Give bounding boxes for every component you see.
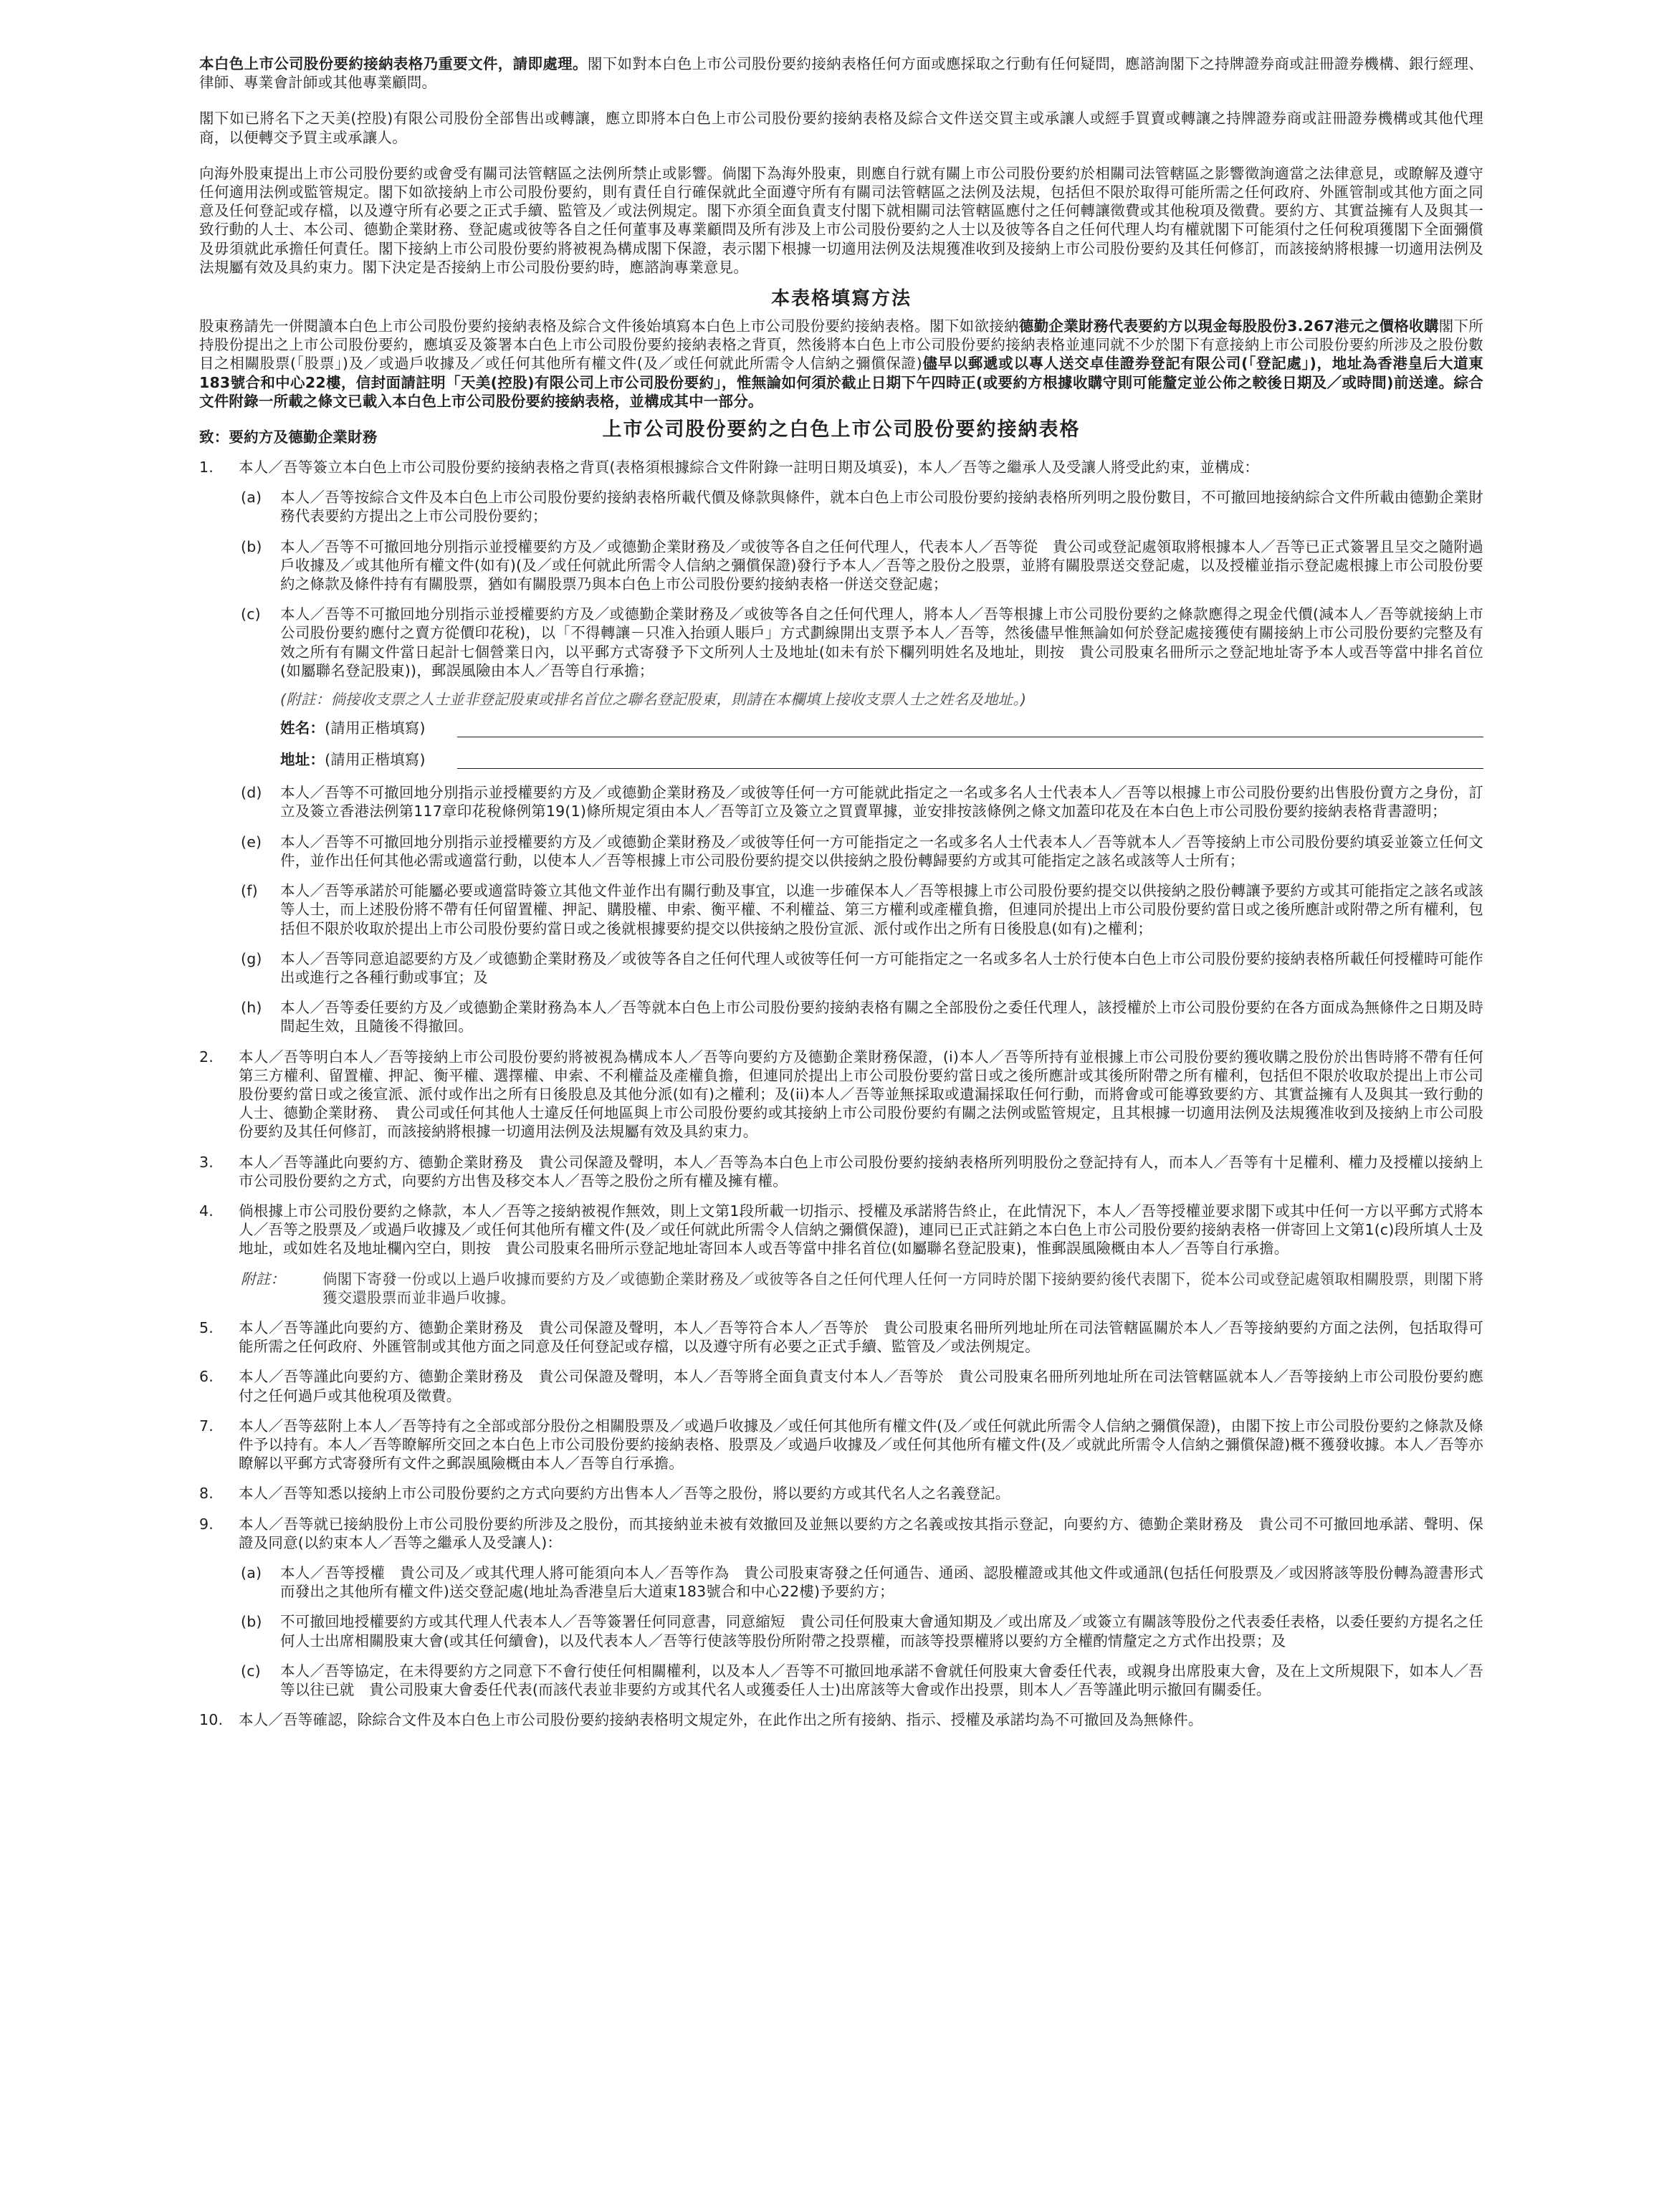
how-to-heading: 本表格填寫方法 (770, 288, 912, 310)
form-title-row (199, 418, 1483, 446)
clause-1f: (f) 本人／吾等承諾於可能屬必要或適當時簽立其他文件並作出有關行動及事宜，以進一步確保本人／吾等根據上市公司股份要約提交以供接納之股份轉讓予要約方或其可能指定之該名或該等人士，而上述股份將不帶有任何留置權、押記、購股權、申索、衡平權、不利權益、第三方權利或產權負擔，但連同於提出上市公司股份要約當日或之後所應計或附帶之所有權利，包括但不限於收取於提出上市公司股份要約當日或之後就根據要約提交以供接納之股份宣派、派付或作出之所有日後股息(如有)之權利； (241, 882, 1483, 937)
clause-7: 7. 本人／吾等茲附上本人／吾等持有之全部或部分股份之相關股票及／或過戶收據及／或任何其他所有權文件(及／或任何就此所需令人信納之彌償保證)，由閣下按上市公司股份要約之條款及條件予以持有。本人／吾等瞭解所交回之本白色上市公司股份要約接納表格、股票及／或過戶收據及／或任何其他所有權文件(及／或就此所需令人信納之彌償保證)概不獲發收據。本人／吾等亦瞭解以平郵方式寄發所有文件之郵誤風險概由本人／吾等自行承擔。 (199, 1417, 1483, 1473)
clause-9a: (a) 本人／吾等授權 貴公司及／或其代理人將可能須向本人／吾等作為 貴公司股東寄發之任何通告、通函、認股權證或其他文件或通訊(包括任何股票及／或因將該等股份轉為證書形式而發出之其他所有權文件)送交登記處(地址為香港皇后大道東183號合和中心22樓)予要約方； (241, 1564, 1483, 1601)
address-field[interactable]: 地址：(請用正楷填寫) (199, 750, 1483, 772)
clause-1d: (d) 本人／吾等不可撤回地分別指示並授權要約方及／或德勤企業財務及／或彼等任何一方可能就此指定之一名或多名人士代表本人／吾等以根據上市公司股份要約出售股份賣方之身份，訂立及簽立香港法例第117章印花稅條例第19(1)條所規定須由本人／吾等訂立及簽立之買賣單據，並安排按該條例之條文加蓋印花及在本白色上市公司股份要約接納表格背書證明； (241, 784, 1483, 820)
clause-4: 4. 倘根據上市公司股份要約之條款，本人／吾等之接納被視作無效，則上文第1段所載一切指示、授權及承諾將告終止，在此情況下，本人／吾等授權並要求閣下或其中任何一方以平郵方式將本人／吾等之股票及／或過戶收據及／或任何其他所有權文件(及／或任何就此所需令人信納之彌償保證)，連同已正式註銷之本白色上市公司股份要約接納表格一併寄回上文第1(c)段所填人士及地址，或如姓名及地址欄內空白，則按 貴公司股東名冊所示登記地址寄回本人或吾等當中排名首位(如屬聯名登記股東)，惟郵誤風險概由本人／吾等自行承擔。 (199, 1202, 1483, 1258)
how-to-paragraph: 股東務請先一併閱讀本白色上市公司股份要約接納表格及綜合文件後始填寫本白色上市公司股份要約接納表格。閣下如欲接納德勤企業財務代表要約方以現金每股股份3.267港元之價格收購閣下所持股份提出之上市公司股份要約，應填妥及簽署本白色上市公司股份要約接納表格之背頁，然後將本白色上市公司股份要約接納表格並連同就不少於閣下有意接納上市公司股份要約所涉及之股份數目之相關股票(「股票」)及／或過戶收據及／或任何其他所有權文件(及／或任何就此所需令人信納之彌償保證)儘早以郵遞或以專人送交卓佳證券登記有限公司(「登記處」)，地址為香港皇后大道東183號合和中心22樓，信封面請註明「天美(控股)有限公司上市公司股份要約」，惟無論如何須於截止日期下午四時正(或要約方根據收購守則可能釐定並公佈之較後日期及／或時間)前送達。綜合文件附錄一所載之條文已載入本白色上市公司股份要約接納表格，並構成其中一部分。 (199, 317, 1483, 410)
clause-2: 2. 本人／吾等明白本人／吾等接納上市公司股份要約將被視為構成本人／吾等向要約方及德勤企業財務保證，(i)本人／吾等所持有並根據上市公司股份要約獲收購之股份於出售時將不帶有任何第三方權利、留置權、押記、衡平權、選擇權、申索、不利權益及產權負擔，但連同於提出上市公司股份要約當日或之後所應計或其後所附帶之所有權利，包括但不限於收取於提出上市公司股份要約當日或之後宣派、派付或作出之所有日後股息及其他分派(如有)之權利；及(ii)本人／吾等並無採取或遺漏採取任何行動，而將會或可能導致要約方、其實益擁有人及與其一致行動的人士、德勤企業財務、 貴公司或任何其他人士違反任何地區與上市公司股份要約或其接納上市公司股份要約有關之法例或監管規定，且其根據一切適用法例及法規獲准收到及接納上市公司股份要約及其任何修訂，而該接納將根據一切適用法例及法規屬有效及具約束力。 (199, 1048, 1483, 1141)
intro-paragraph-1: 本白色上市公司股份要約接納表格乃重要文件，請即處理。閣下如對本白色上市公司股份要約接納表格任何方面或應採取之行動有任何疑問，應諮詢閣下之持牌證券商或註冊證券機構、銀行經理、律師、專業會計師或其他專業顧問。 (199, 55, 1483, 92)
form-addressee: 致：要約方及德勤企業財務 (199, 428, 378, 446)
intro-paragraph-2: 閣下如已將名下之天美(控股)有限公司股份全部售出或轉讓，應立即將本白色上市公司股份要約接納表格及綜合文件送交買主或承讓人或經手買賣或轉讓之持牌證券商或註冊證券機構或其他代理商，以便轉交予買主或承讓人。 (199, 110, 1483, 146)
important-notice: 本白色上市公司股份要約接納表格乃重要文件，請即處理。 (199, 55, 588, 72)
clause-9: 9. 本人／吾等就已接納股份上市公司股份要約所涉及之股份，而其接納並未被有效撤回及並無以要約方之名義或按其指示登記，向要約方、德勤企業財務及 貴公司不可撤回地承諾、聲明、保證及同意(以約束本人／吾等之繼承人及受讓人)： (199, 1515, 1483, 1551)
clause-10: 10. 本人／吾等確認，除綜合文件及本白色上市公司股份要約接納表格明文規定外，在此作出之所有接納、指示、授權及承諾均為不可撤回及為無條件。 (199, 1711, 1203, 1729)
clause-6: 6. 本人／吾等謹此向要約方、德勤企業財務及 貴公司保證及聲明，本人／吾等將全面負責支付本人／吾等於 貴公司股東名冊所列地址所在司法管轄區就本人／吾等接納上市公司股份要約應付之任何過戶或其他稅項及徵費。 (199, 1368, 1483, 1404)
clause-9c: (c) 本人／吾等協定，在未得要約方之同意下不會行使任何相關權利，以及本人／吾等不可撤回地承諾不會就任何股東大會委任代表，或親身出席股東大會，及在上文所規限下，如本人／吾等以往已就 貴公司股東大會委任代表(而該代表並非要約方或其代名人或獲委任人士)出席該等大會或作出投票，則本人／吾等謹此明示撤回有關委任。 (241, 1662, 1483, 1698)
document-page (199, 54, 1483, 1729)
clause-1e: (e) 本人／吾等不可撤回地分別指示並授權要約方及／或德勤企業財務及／或彼等任何一方可能指定之一名或多名人士代表本人／吾等就本人／吾等接納上市公司股份要約填妥並簽立任何文件，並作出任何其他必需或適當行動，以使本人／吾等根據上市公司股份要約提交以供接納之股份轉歸要約方或其可能指定之該名或該等人士所有； (241, 833, 1483, 869)
intro-paragraph-3: 向海外股東提出上市公司股份要約或會受有關司法管轄區之法例所禁止或影響。倘閣下為海外股東，則應自行就有關上市公司股份要約於相關司法管轄區之影響徵詢適當之法律意見，或瞭解及遵守任何適用法例或監管規定。閣下如欲接納上市公司股份要約，則有責任自行確保就此全面遵守所有有關司法管轄區之法例及法規，包括但不限於取得可能所需之任何政府、外匯管制或其他方面之同意及任何登記或存檔，以及遵守所有必要之正式手續、監管及／或法例規定。閣下亦須全面負責支付閣下就相關司法管轄區應付之任何轉讓徵費或其他稅項及徵費。要約方、其實益擁有人及與其一致行動的人士、本公司、德勤企業財務、登記處或彼等各自之任何董事及專業顧問及所有涉及上市公司股份要約之人士以及彼等各自之任何代理人均有權就閣下可能須付之任何稅項獲閣下全面彌償及毋須就此承擔任何責任。閣下接納上市公司股份要約將被視為構成閣下保證，表示閣下根據一切適用法例及法規獲准收到及接納上市公司股份要約及其任何修訂，而該接納將根據一切適用法例及法規屬有效及具約束力。閣下決定是否接納上市公司股份要約時，應諮詢專業意見。 (199, 164, 1483, 276)
clause-1a: (a) 本人／吾等按綜合文件及本白色上市公司股份要約接納表格所載代價及條款與條件，就本白色上市公司股份要約接納表格所列明之股份數目，不可撤回地接納綜合文件所載由德勤企業財務代表要約方提出之上市公司股份要約； (241, 489, 1483, 525)
clause-1h: (h) 本人／吾等委任要約方及／或德勤企業財務為本人／吾等就本白色上市公司股份要約接納表格有關之全部股份之委任代理人，該授權於上市公司股份要約在各方面成為無條件之日期及時間起生效，且隨後不得撤回。 (241, 999, 1483, 1035)
clause-1g: (g) 本人／吾等同意追認要約方及／或德勤企業財務及／或彼等各自之任何代理人或彼等任何一方可能指定之一名或多名人士於行使本白色上市公司股份要約接納表格所載任何授權時可能作出或進行之各種行動或事宜；及 (241, 949, 1483, 986)
form-title: 上市公司股份要約之白色上市公司股份要約接納表格 (602, 418, 1081, 441)
name-field[interactable]: 姓名：(請用正楷填寫) (199, 719, 1483, 740)
clause-9b: (b) 不可撤回地授權要約方或其代理人代表本人／吾等簽署任何同意書，同意縮短 貴公司任何股東大會通知期及／或出席及／或簽立有關該等股份之代表委任表格，以委任要約方提名之任何人士出席相關股東大會(或其任何續會)，以及代表本人／吾等行使該等股份所附帶之投票權，而該等投票權將以要約方全權酌情釐定之方式作出投票；及 (241, 1613, 1483, 1650)
clause-1c: (c) 本人／吾等不可撤回地分別指示並授權要約方及／或德勤企業財務及／或彼等各自之任何代理人，將本人／吾等根據上市公司股份要約之條款應得之現金代價(減本人／吾等就接納上市公司股份要約應付之賣方從價印花稅)，以「不得轉讓－只准入抬頭人賬戶」方式劃線開出支票予本人／吾等，然後儘早惟無論如何於登記處接獲使有關接納上市公司股份要約完整及有效之所有有關文件當日起計七個營業日內，以平郵方式寄發予下文所列人士及地址(如未有於下欄列明姓名及地址，則按 貴公司股東名冊所示之登記地址寄予本人或吾等當中排名首位(如屬聯名登記股東))，郵誤風險由本人／吾等自行承擔； (241, 605, 1483, 679)
clause-1: 1. 本人／吾等簽立本白色上市公司股份要約接納表格之背頁(表格須根據綜合文件附錄一註明日期及填妥)，本人／吾等之繼承人及受讓人將受此約束，並構成： (199, 459, 1259, 477)
clause-8: 8. 本人／吾等知悉以接納上市公司股份要約之方式向要約方出售本人／吾等之股份，將以要約方或其代名人之名義登記。 (199, 1485, 1010, 1503)
clause-4-footnote: 附註： 倘閣下寄發一份或以上過戶收據而要約方及／或德勤企業財務及／或彼等各自之任何代理人任何一方同時於閣下接納要約後代表閣下，從本公司或登記處領取相關股票，則閣下將獲交還股票而並非過戶收據。 (241, 1270, 1483, 1306)
clause-1b: (b) 本人／吾等不可撤回地分別指示並授權要約方及／或德勤企業財務及／或彼等各自之任何代理人，代表本人／吾等從 貴公司或登記處領取將根據本人／吾等已正式簽署且呈交之隨附過戶收據及／或其他所有權文件(如有)(及／或任何就此所需令人信納之彌償保證)發行予本人／吾等之股份之股票，並將有關股票送交登記處，以及授權並指示登記處根據上市公司股份要約之條款及條件持有有關股票，猶如有關股票乃與本白色上市公司股份要約接納表格一併送交登記處； (241, 537, 1483, 593)
address-input-line[interactable] (457, 768, 1483, 769)
cheque-recipient-note: (附註：倘接收支票之人士並非登記股東或排名首位之聯名登記股東，則請在本欄填上接收支票人士之姓名及地址。) (280, 691, 1027, 709)
clause-3: 3. 本人／吾等謹此向要約方、德勤企業財務及 貴公司保證及聲明，本人／吾等為本白色上市公司股份要約接納表格所列明股份之登記持有人，而本人／吾等有十足權利、權力及授權以接納上市公司股份要約之方式，向要約方出售及移交本人／吾等之股份之所有權及擁有權。 (199, 1153, 1483, 1189)
clause-5: 5. 本人／吾等謹此向要約方、德勤企業財務及 貴公司保證及聲明，本人／吾等符合本人／吾等於 貴公司股東名冊所列地址所在司法管轄區關於本人／吾等接納要約方面之法例，包括取得可能所需之任何政府、外匯管制或其他方面之同意及任何登記或存檔，以及遵守所有必要之正式手續、監管及／或法例規定。 (199, 1318, 1483, 1356)
